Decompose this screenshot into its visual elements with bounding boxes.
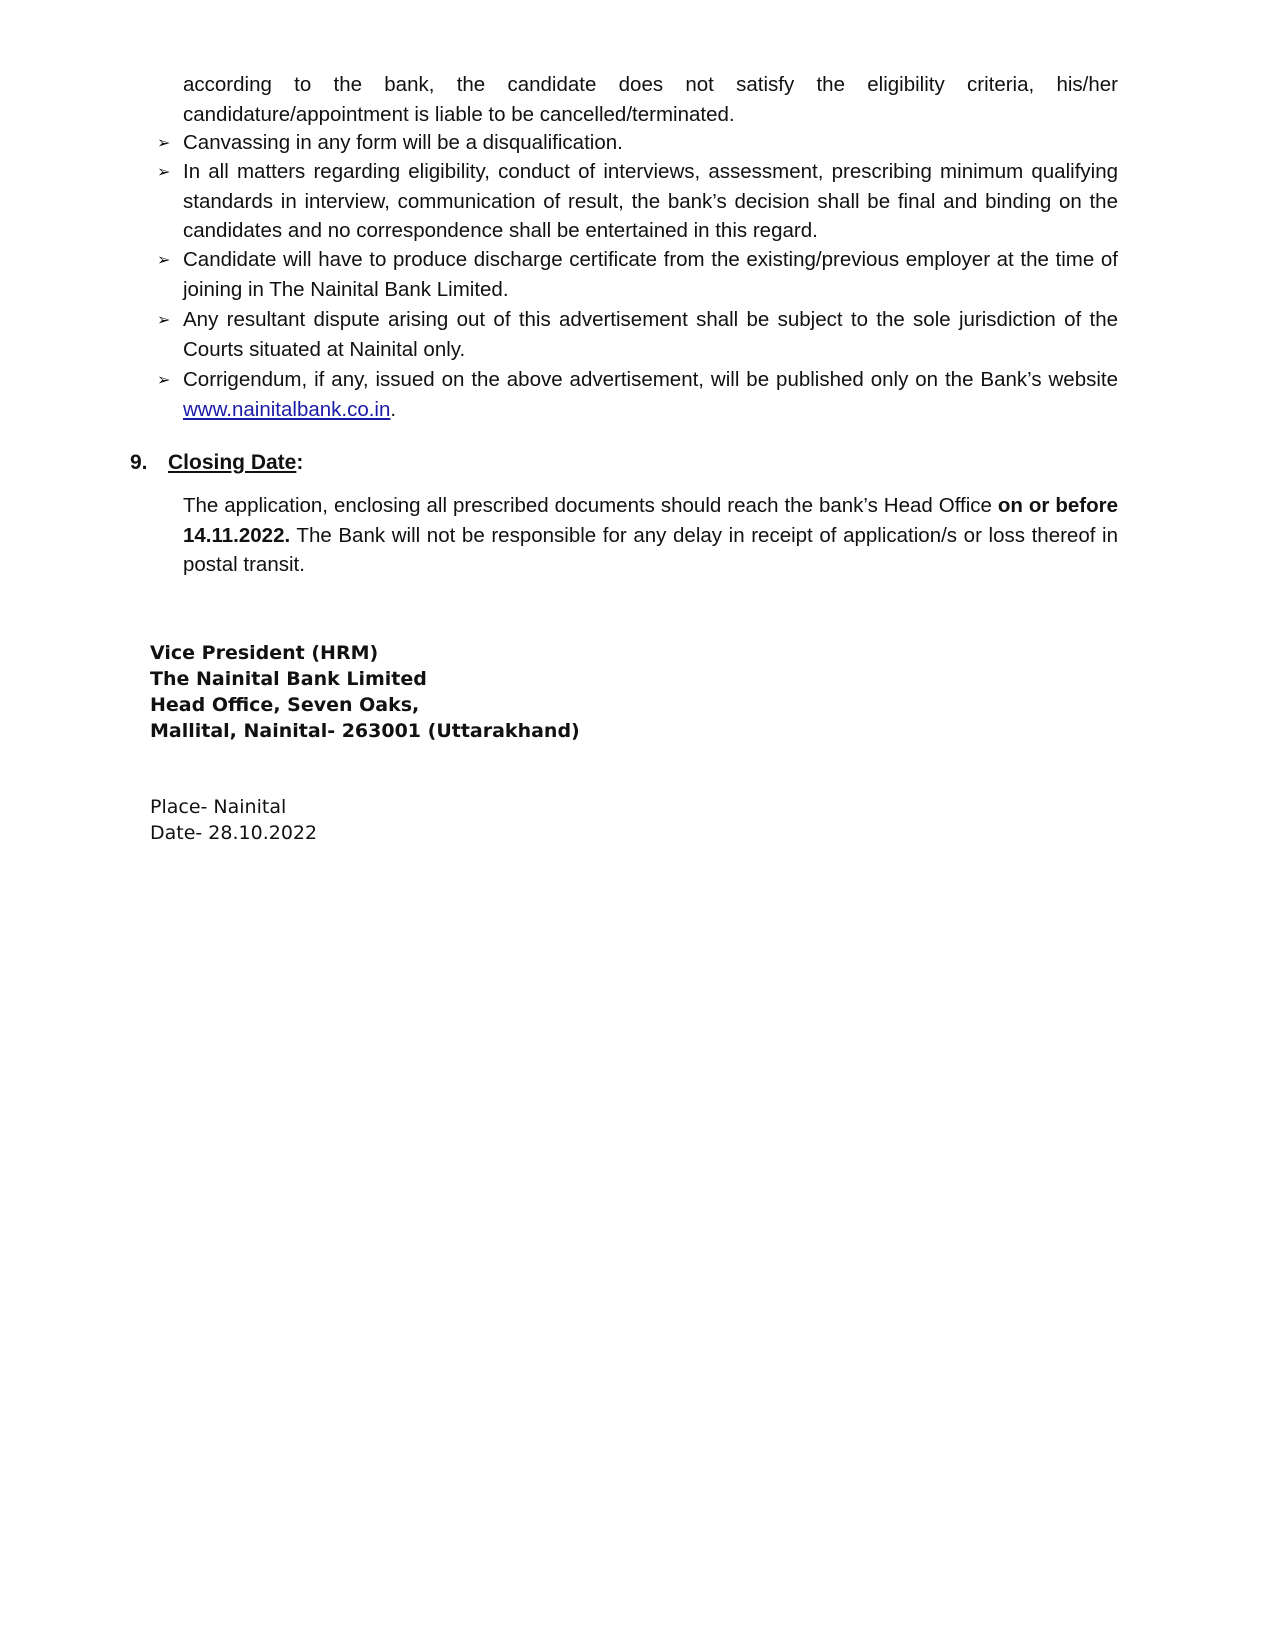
section-number: 9. bbox=[130, 451, 148, 474]
section-heading bbox=[130, 451, 303, 475]
arrow-bullet-icon: ➢ bbox=[157, 370, 171, 389]
arrow-bullet-icon: ➢ bbox=[157, 162, 171, 181]
section-colon: : bbox=[296, 451, 304, 474]
bullet-text: Canvassing in any form will be a disqualification. bbox=[183, 131, 623, 154]
closing-date-value: on or before 14.11.2022. bbox=[183, 494, 1118, 547]
period: . bbox=[390, 397, 397, 421]
address-line-1: Head Office, Seven Oaks, bbox=[150, 694, 420, 716]
arrow-bullet-icon: ➢ bbox=[157, 133, 171, 152]
closing-text: The application, enclosing all prescribed documents should reach the bank’s Head Office bbox=[183, 494, 998, 517]
corrigendum-text: Corrigendum, if any, issued on the above advertisement, will be published only on the Bank’s website bbox=[183, 368, 1118, 391]
closing-text-after: The Bank will not be responsible for any delay in receipt of application/s or loss thereof in postal transit. bbox=[183, 523, 1118, 576]
continuation-paragraph: according to the bank, the candidate does not satisfy the eligibility criteria, his/her candidature/appointment is liable to be cancelled/terminated. bbox=[183, 73, 1118, 126]
date: Date- 28.10.2022 bbox=[150, 822, 318, 844]
arrow-bullet-icon: ➢ bbox=[157, 250, 171, 269]
bullet-text: Any resultant dispute arising out of this advertisement shall be subject to the sole jurisdiction of the Courts situated at Nainital only. bbox=[183, 308, 1118, 361]
closing-date-paragraph bbox=[183, 491, 1118, 580]
arrow-bullet-icon: ➢ bbox=[157, 310, 171, 329]
address-line-2: Mallital, Nainital- 263001 (Uttarakhand) bbox=[150, 720, 580, 742]
bullet-text: Candidate will have to produce discharge certificate from the existing/previous employer at the time of joining in The Nainital Bank Limited. bbox=[183, 248, 1118, 301]
signatory-title: Vice President (HRM) bbox=[150, 642, 379, 664]
bank-name: The Nainital Bank Limited bbox=[150, 668, 427, 690]
section-title: Closing Date bbox=[168, 451, 297, 474]
bullet-text bbox=[183, 365, 1118, 424]
place-date-block bbox=[150, 794, 317, 846]
bullet-text: In all matters regarding eligibility, conduct of interviews, assessment, prescribing minimum qualifying standards in interview, communication of result, the bank’s decision shall be final and binding on the candidates and no correspondence shall be entertained in this regard. bbox=[183, 160, 1118, 242]
bank-website-link[interactable]: www.nainitalbank.co.in bbox=[183, 397, 391, 421]
place: Place- Nainital bbox=[150, 796, 287, 818]
signature-block bbox=[150, 640, 580, 744]
